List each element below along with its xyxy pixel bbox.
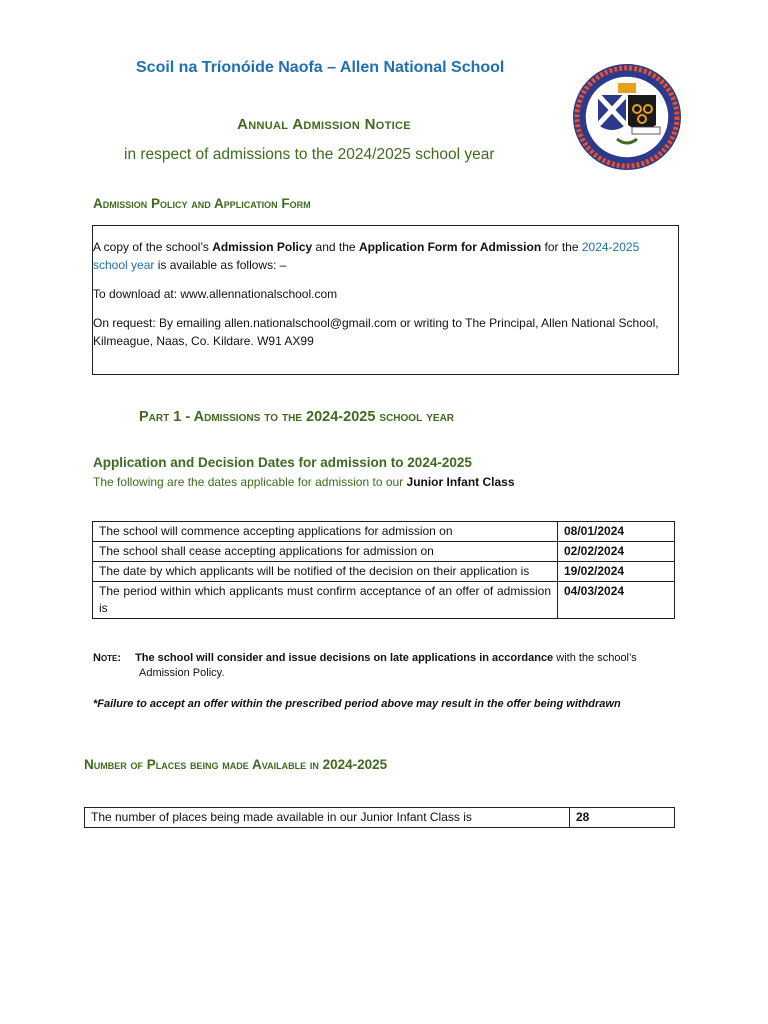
- places-table: [84, 807, 675, 828]
- notice-title: Annual Admission Notice: [237, 116, 411, 133]
- school-crest-icon: [572, 63, 682, 171]
- places-value: 28: [570, 808, 675, 828]
- table-row: [93, 542, 675, 562]
- date-value: 02/02/2024: [558, 542, 675, 562]
- note: Note: The school will consider and issue decisions on late applications in accordance with the school’s Admission Policy.: [93, 652, 637, 679]
- school-name: Scoil na Tríonóide Naofa – Allen National School: [136, 59, 505, 76]
- download-line: To download at: www.allennationalschool.com: [93, 287, 338, 301]
- dates-subheading: The following are the dates applicable for admission to our Junior Infant Class: [93, 475, 515, 489]
- table-row: [93, 582, 675, 619]
- places-label: The number of places being made available in our Junior Infant Class is: [85, 808, 570, 828]
- places-heading: Number of Places being made Available in 2024-2025: [84, 757, 388, 772]
- note-label: Note:: [93, 652, 122, 664]
- policy-box: [92, 225, 679, 375]
- part1-heading: Part 1 - Admissions to the 2024-2025 school year: [139, 409, 455, 425]
- table-row: [85, 808, 675, 828]
- date-value: 08/01/2024: [558, 522, 675, 542]
- date-label: The school will commence accepting applications for admission on: [93, 522, 558, 542]
- notice-subtitle: in respect of admissions to the 2024/2025 school year: [124, 146, 495, 163]
- dates-table: [92, 521, 675, 619]
- policy-paragraph: A copy of the school’s Admission Policy and the Application Form for Admission for the 2024-2025 school year is available as follows: –: [93, 240, 640, 272]
- dates-heading: Application and Decision Dates for admission to 2024-2025: [93, 455, 472, 470]
- date-value: 04/03/2024: [558, 582, 675, 619]
- table-row: [93, 522, 675, 542]
- date-label: The school shall cease accepting applications for admission on: [93, 542, 558, 562]
- date-label: The period within which applicants must confirm acceptance of an offer of admission is: [93, 582, 558, 619]
- request-line: On request: By emailing allen.nationalschool@gmail.com or writing to The Principal, Allen National School, Kilmeague, Naas, Co. Kildare. W91 AX99: [93, 316, 659, 348]
- failure-warning: *Failure to accept an offer within the prescribed period above may result in the offer being withdrawn: [93, 698, 621, 710]
- date-label: The date by which applicants will be notified of the decision on their application is: [93, 562, 558, 582]
- date-value: 19/02/2024: [558, 562, 675, 582]
- table-row: [93, 562, 675, 582]
- policy-heading: Admission Policy and Application Form: [93, 196, 311, 211]
